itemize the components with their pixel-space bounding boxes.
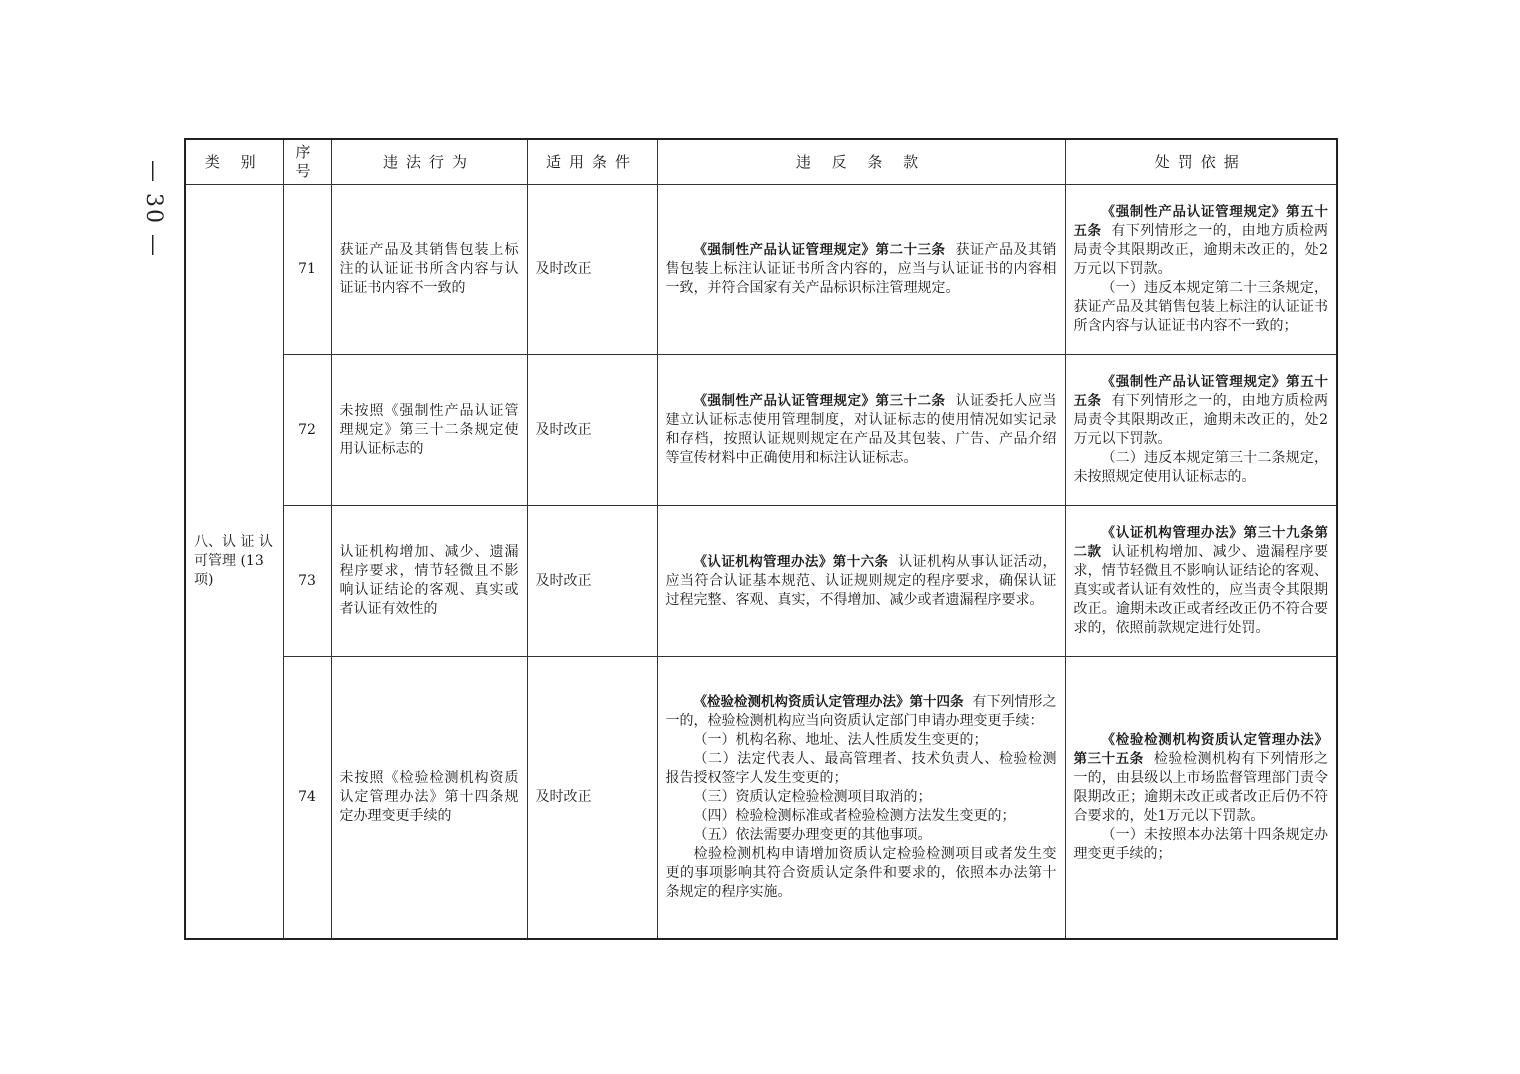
seq-cell: 71: [283, 185, 331, 355]
condition-cell: 及时改正: [527, 506, 657, 657]
seq-cell: 73: [283, 506, 331, 657]
table-row: [185, 355, 1337, 506]
basis-text: 检验检测机构有下列情形之一的，由县级以上市场监督管理部门责令限期改正；逾期未改正或者改正后仍不符合要求的，处1万元以下罚款。: [1073, 750, 1329, 824]
behavior-cell: 认证机构增加、减少、遗漏程序要求，情节轻微且不影响认证结论的客观、真实或者认证有效性的: [331, 506, 527, 657]
basis-title: 《强制性产品认证管理规定》第五十五条: [1073, 204, 1328, 239]
clause-title: 《强制性产品认证管理规定》第三十二条: [693, 393, 946, 409]
basis-item: （一）违反本规定第二十三条规定，获证产品及其销售包装上标注的认证证书所含内容与认证证书内容不一致的；: [1073, 280, 1328, 334]
header-row: [185, 139, 1337, 185]
clause-title: 《认证机构管理办法》第十六条: [693, 553, 889, 570]
clause-cell: [657, 355, 1065, 506]
header-category: 类 别: [185, 139, 283, 185]
basis-cell: [1065, 506, 1337, 657]
behavior-cell: 未按照《检验检测机构资质认定管理办法》第十四条规定办理变更手续的: [331, 657, 527, 939]
clause-text: 有下列情形之一的，检验检测机构应当向资质认定部门申请办理变更手续：: [665, 693, 1057, 729]
clause-cell: [657, 657, 1065, 939]
basis-text: 有下列情形之一的，由地方质检两局责令其限期改正，逾期未改正的，处2万元以下罚款。: [1073, 393, 1329, 447]
table-row: [185, 185, 1337, 355]
basis-text: 认证机构增加、减少、遗漏程序要求，情节轻微且不影响认证结论的客观、真实或者认证有效性的，应当责令其限期改正。逾期未改正或者经改正仍不符合要求的，依照前款规定进行处罚。: [1073, 544, 1329, 636]
clause-text: 认证委托人应当建立认证标志使用管理制度，对认证标志的使用情况如实记录和存档，按照认证规则规定在产品及其包装、广告、产品介绍等宣传材料中正确使用和标注认证标志。: [665, 393, 1057, 466]
seq-cell: 72: [283, 355, 331, 506]
clause-item: （一）机构名称、地址、法人性质发生变更的；: [693, 731, 988, 748]
seq-cell: 74: [283, 657, 331, 939]
header-behavior: 违法行为: [331, 139, 527, 185]
condition-cell: 及时改正: [527, 355, 657, 506]
table-row: [185, 657, 1337, 939]
basis-item: （一）未按照本办法第十四条规定办理变更手续的；: [1073, 826, 1328, 862]
basis-cell: [1065, 657, 1337, 939]
condition-cell: 及时改正: [527, 657, 657, 939]
header-seq: 序号: [283, 139, 331, 185]
clause-cell: [657, 185, 1065, 355]
basis-title: 《强制性产品认证管理规定》第五十五条: [1073, 374, 1328, 409]
behavior-cell: 获证产品及其销售包装上标注的认证证书所含内容与认证证书内容不一致的: [331, 185, 527, 355]
header-condition: 适用条件: [527, 139, 657, 185]
category-cell: 八、认 证 认可管理 (13项): [185, 185, 283, 939]
clause-item: （三）资质认定检验检测项目取消的；: [693, 788, 932, 805]
clause-item: 检验检测机构申请增加资质认定检验检测项目或者发生变更的事项影响其符合资质认定条件和要求的，依照本办法第十条规定的程序实施。: [665, 845, 1057, 900]
page-number: — 30 —: [141, 160, 166, 258]
table-row: [185, 506, 1337, 657]
basis-cell: [1065, 355, 1337, 506]
basis-cell: [1065, 185, 1337, 355]
condition-cell: 及时改正: [527, 185, 657, 355]
clause-item: （五）依法需要办理变更的其他事项。: [693, 826, 932, 843]
regulation-table: [184, 138, 1338, 940]
basis-title: 《认证机构管理办法》第三十九条第二款: [1073, 525, 1328, 560]
header-clause: 违 反 条 款: [657, 139, 1065, 185]
clause-title: 《检验检测机构资质认定管理办法》第十四条: [693, 693, 964, 710]
clause-text: 认证机构从事认证活动，应当符合认证基本规范、认证规则规定的程序要求，确保认证过程完整、客观、真实，不得增加、减少或者遗漏程序要求。: [665, 553, 1057, 608]
clause-title: 《强制性产品认证管理规定》第二十三条: [693, 242, 946, 258]
basis-title: 《检验检测机构资质认定管理办法》第三十五条: [1073, 731, 1328, 767]
basis-item: （二）违反本规定第三十二条规定，未按照规定使用认证标志的。: [1073, 450, 1328, 485]
clause-cell: [657, 506, 1065, 657]
header-basis: 处罚依据: [1065, 139, 1337, 185]
basis-text: 有下列情形之一的，由地方质检两局责令其限期改正，逾期未改正的，处2万元以下罚款。: [1073, 223, 1329, 277]
behavior-cell: 未按照《强制性产品认证管理规定》第三十二条规定使用认证标志的: [331, 355, 527, 506]
clause-item: （二）法定代表人、最高管理者、技术负责人、检验检测报告授权签字人发生变更的；: [665, 750, 1057, 786]
clause-item: （四）检验检测标准或者检验检测方法发生变更的；: [693, 807, 1016, 824]
clause-text: 获证产品及其销售包装上标注认证证书所含内容的，应当与认证证书的内容相一致，并符合国家有关产品标识标注管理规定。: [665, 242, 1057, 296]
